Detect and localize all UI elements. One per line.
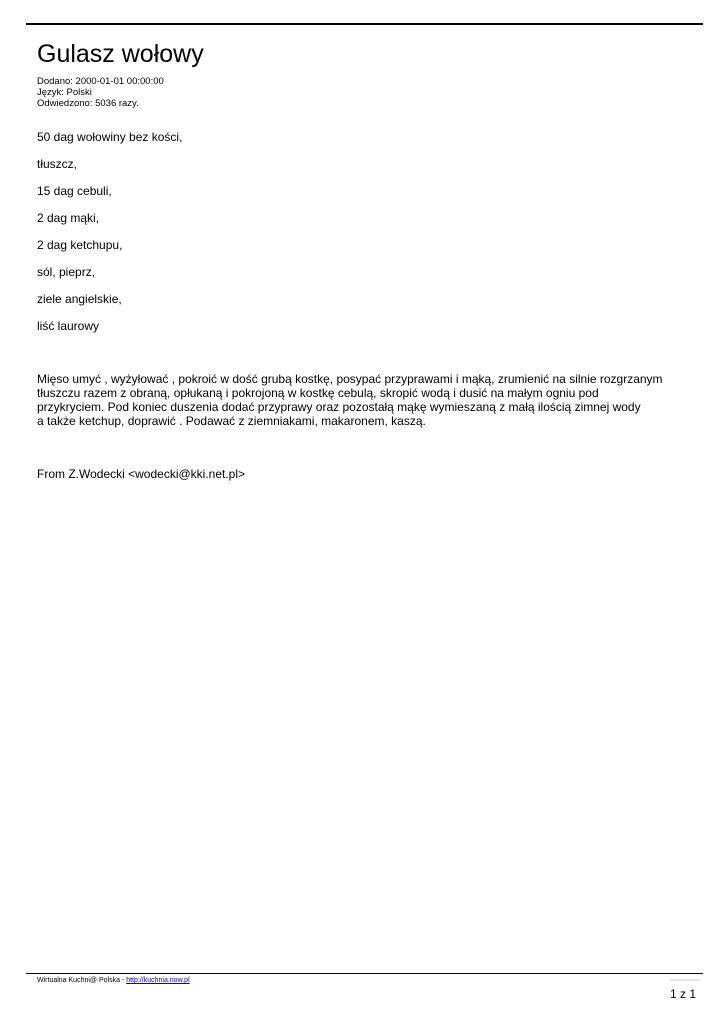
visit-count: Odwiedzono: 5036 razy. [37, 98, 139, 109]
ingredient-item: liść laurowy [37, 319, 100, 333]
footer-rule [26, 973, 703, 974]
recipe-title: Gulasz wołowy [37, 40, 204, 68]
ingredient-item: 15 dag cebuli, [37, 184, 112, 198]
instructions-line: Mięso umyć , wyżyłować , pokroić w dość grubą kostkę, posypać przyprawami i mąką, zrumienić na silnie rozgrzanym [37, 372, 663, 386]
instructions-paragraph [37, 372, 717, 428]
top-rule [26, 23, 703, 25]
ingredient-list [37, 128, 182, 344]
ingredient-item: ziele angielskie, [37, 292, 122, 306]
ingredient-item: 2 dag ketchupu, [37, 238, 123, 252]
page-number: 1 z 1 [670, 987, 697, 1001]
ingredient-item: 50 dag wołowiny bez kości, [37, 130, 183, 144]
language: Język: Polski [37, 87, 92, 98]
ingredient-item: sól, pieprz, [37, 265, 96, 279]
footer-mark [670, 979, 700, 981]
author-credit: From Z.Wodecki <wodecki@kki.net.pl> [37, 467, 246, 481]
ingredient-item: tłuszcz, [37, 157, 78, 171]
footer-site-name: Wirtualna Kuchni@ Polska - [37, 977, 127, 984]
ingredient-item: 2 dag mąki, [37, 211, 100, 225]
recipe-meta [37, 76, 164, 109]
instructions-line: a także ketchup, doprawić . Podawać z ziemniakami, makaronem, kaszą. [37, 414, 426, 428]
footer-site-link[interactable]: http://kuchnia.now.pl [126, 977, 190, 984]
instructions-line: przykryciem. Pod koniec duszenia dodać przyprawy oraz pozostałą mąkę wymieszaną z małą ilością zimnej wody [37, 400, 641, 414]
added-date: Dodano: 2000-01-01 00:00:00 [37, 76, 164, 87]
footer-site [37, 976, 190, 985]
instructions-line: tłuszczu razem z obraną, opłukaną i pokrojoną w kostkę cebulą, skropić wodą i dusić na małym ogniu pod [37, 386, 599, 400]
